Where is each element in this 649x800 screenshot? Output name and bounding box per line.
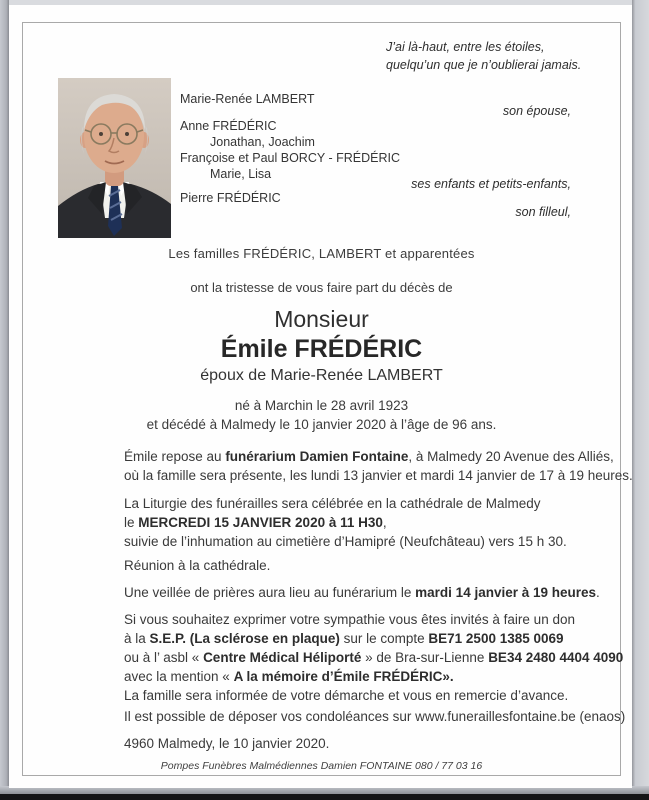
relation-spouse-label: son épouse,	[502, 104, 571, 118]
funeral-home-footer: Pompes Funèbres Malmédiennes Damien FONTAINE 080 / 77 03 16	[160, 760, 483, 772]
epitaph-quote	[386, 38, 581, 74]
paragraph-funerarium: Émile repose au funérarium Damien Fontaine, à Malmedy 20 Avenue des Alliés, où la famille sera présente, les lundi 13 janvier et mardi 14 janvier de 17 à 19 heures.	[124, 449, 633, 483]
salutation-title: Monsieur	[274, 306, 369, 332]
family-member-spouse: Marie-Renée LAMBERT	[180, 92, 315, 106]
obituary-sheet	[9, 5, 632, 788]
relation-godson-label: son filleul,	[515, 205, 571, 219]
paragraph-veillee: Une veillée de prières aura lieu au funérarium le mardi 14 janvier à 19 heures.	[124, 585, 600, 600]
spouse-of-line: époux de Marie-Renée LAMBERT	[200, 367, 443, 384]
viewer-left-strip	[0, 0, 9, 794]
deceased-portrait-photo	[58, 78, 171, 238]
portrait-illustration	[58, 78, 171, 238]
family-grandchildren-1: Jonathan, Joachim	[210, 135, 315, 149]
death-line: et décédé à Malmedy le 10 janvier 2020 à l’âge de 96 ans.	[146, 417, 497, 432]
birth-line: né à Marchin le 28 avril 1923	[234, 398, 409, 413]
epitaph-line-2: quelqu’un que je n’oublierai jamais.	[386, 58, 582, 72]
paragraph-ville-date: 4960 Malmedy, le 10 janvier 2020.	[124, 736, 330, 751]
paragraph-liturgie: La Liturgie des funérailles sera célébrée en la cathédrale de Malmedy le MERCREDI 15 JANVIER 2020 à 11 H30, suivie de l’inhumation au cimetière d’Hamipré (Neufchâteau) vers 15 h 30.	[124, 496, 567, 549]
relation-children-label: ses enfants et petits-enfants,	[411, 177, 571, 191]
epitaph-line-1: J’ai là-haut, entre les étoiles,	[386, 40, 545, 54]
viewer-bottom-bar	[0, 794, 649, 800]
paragraph-don: Si vous souhaitez exprimer votre sympathie vous êtes invités à faire un don à la S.E.P. (La sclérose en plaque) sur le compte BE71 2500 1385 0069 ou à l’ asbl « Centre Médical Héliporté » de Bra-sur-Lienne BE34 2480 4404 4090 avec la mention « A la mémoire d’Émile FRÉDÉRIC». La famille sera informée de votre démarche et vous en remercie d’avance.	[124, 612, 624, 703]
family-grandchildren-2: Marie, Lisa	[210, 167, 272, 181]
deceased-name: Émile FRÉDÉRIC	[220, 335, 423, 363]
family-member-daughter-2: Françoise et Paul BORCY - FRÉDÉRIC	[180, 151, 400, 165]
paragraph-reunion: Réunion à la cathédrale.	[124, 558, 271, 573]
families-line: Les familles FRÉDÉRIC, LAMBERT et apparentées	[168, 246, 475, 261]
family-member-godson: Pierre FRÉDÉRIC	[180, 191, 281, 205]
announcement-line: ont la tristesse de vous faire part du décès de	[190, 280, 453, 295]
paragraph-condoleances: Il est possible de déposer vos condoléances sur www.funeraillesfontaine.be (enaos)	[124, 709, 626, 724]
viewer-right-strip	[632, 0, 649, 794]
family-member-daughter: Anne FRÉDÉRIC	[180, 119, 277, 133]
